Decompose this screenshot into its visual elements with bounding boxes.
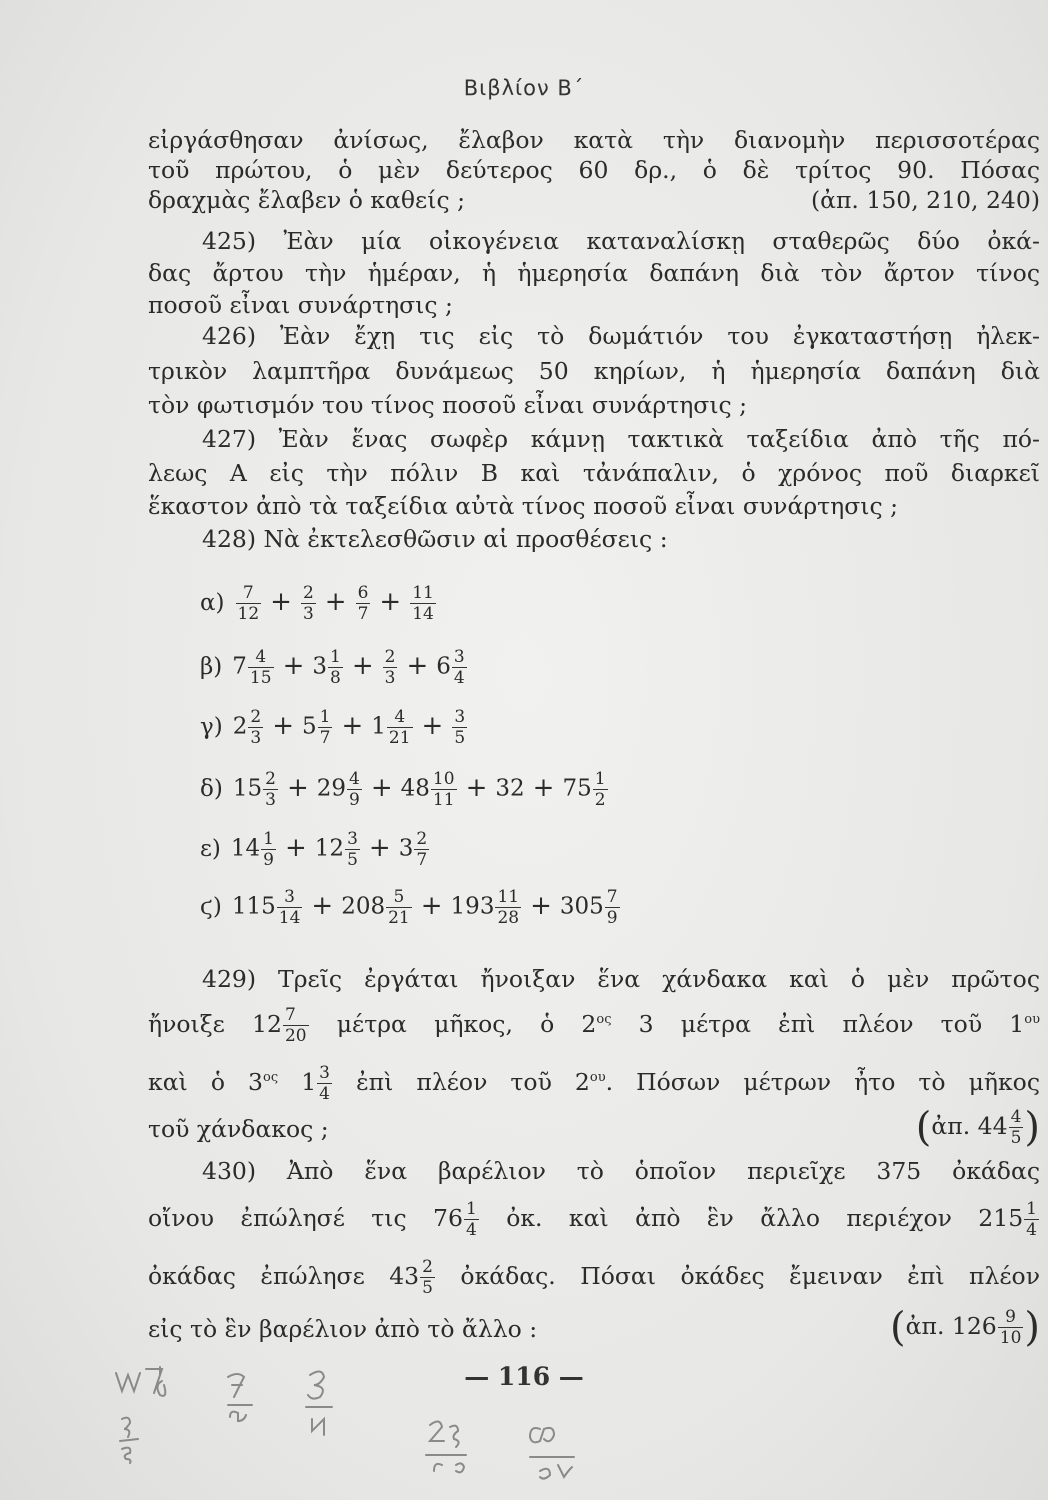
denominator: 3 xyxy=(384,668,396,688)
plus-sign: + xyxy=(272,710,294,741)
fraction xyxy=(452,708,467,747)
text-line xyxy=(148,185,1040,215)
fraction xyxy=(347,770,362,809)
numerator: 4 xyxy=(387,708,413,728)
whole-number: 208 xyxy=(341,893,386,920)
plus-sign: + xyxy=(379,586,402,617)
numerator: 3 xyxy=(319,1062,330,1083)
text-line-content: δραχμὰς ἔλαβεν ὁ καθείς ; xyxy=(148,186,465,214)
fraction xyxy=(383,648,398,687)
whole-number: 2 xyxy=(232,713,248,740)
denominator: 4 xyxy=(453,668,465,688)
handwritten-notes xyxy=(100,1345,620,1495)
exercise-d xyxy=(200,770,609,809)
numerator: 2 xyxy=(384,647,396,667)
fraction xyxy=(1009,1108,1024,1147)
numerator: 6 xyxy=(357,583,369,603)
problem-430: 430) Ἀπὸ ἕνα βαρέλιον τὸ ὁποῖον περιεῖχε 375 ὀκάδας xyxy=(202,1157,1040,1185)
numerator: 3 xyxy=(454,707,466,727)
exercise-e xyxy=(200,830,430,869)
problem-425: 425) Ἐὰν μία οἰκογένεια καταναλίσκῃ σταθερῶς δύο ὀκά- xyxy=(202,227,1040,255)
fraction xyxy=(236,584,262,623)
text-line: τὸν φωτισμόν του τίνος ποσοῦ εἶναι συνάρτησις ; xyxy=(148,391,748,419)
problem-427: 427) Ἐὰν ἕνας σωφὲρ κάμνῃ τακτικὰ ταξείδια ἀπὸ τῆς πό- xyxy=(202,425,1040,453)
denominator: 12 xyxy=(237,604,260,624)
fraction xyxy=(248,648,274,687)
text-line xyxy=(148,1304,1040,1351)
numerator: 4 xyxy=(248,648,274,668)
fraction xyxy=(261,830,276,869)
whole-number: 75 xyxy=(562,775,592,802)
fraction xyxy=(414,830,429,869)
text-line: εἰργάσθησαν ἀνίσως, ἔλαβον κατὰ τὴν διανομὴν περισσοτέρας xyxy=(148,126,1040,154)
numerator: 7 xyxy=(236,584,262,604)
text-span: 3 μέτρα ἐπὶ πλέον τοῦ 1 xyxy=(638,1009,1025,1038)
text-line: ἕκαστον ἀπὸ τὰ ταξείδια αὐτὰ τίνος ποσοῦ εἶναι συνάρτησις ; xyxy=(148,492,899,520)
text-line-content: τοῦ χάνδακος ; xyxy=(148,1115,329,1143)
superscript: ος xyxy=(596,1012,612,1027)
whole-number: 29 xyxy=(316,775,347,802)
exercise-label: ε) xyxy=(200,835,221,862)
numerator: 1 xyxy=(1026,1199,1037,1219)
whole-number: 12 xyxy=(314,835,345,862)
text-span: ἐπὶ πλέον τοῦ 2 xyxy=(356,1067,590,1096)
whole-number: 3 xyxy=(312,653,327,680)
plus-sign: + xyxy=(311,890,334,921)
exercise-f xyxy=(200,888,621,927)
answer-424: (ἀπ. 150, 210, 240) xyxy=(810,186,1040,214)
plus-sign: + xyxy=(351,650,374,681)
fraction xyxy=(263,770,278,809)
plus-sign: + xyxy=(285,832,307,863)
whole-number: 1 xyxy=(371,713,386,740)
numerator: 2 xyxy=(265,769,276,789)
fraction xyxy=(464,1200,479,1239)
numerator: 7 xyxy=(283,1006,309,1026)
fraction xyxy=(593,770,608,809)
text-span: ἤνοιξε xyxy=(148,1009,225,1038)
whole-number: 305 xyxy=(559,893,604,920)
exercise-b xyxy=(200,648,468,687)
plus-sign: + xyxy=(421,710,444,741)
superscript: ος xyxy=(263,1070,279,1085)
text-line: τοῦ πρώτου, ὁ μὲν δεύτερος 60 δρ., ὁ δὲ τρίτος 90. Πόσας xyxy=(148,156,1040,184)
problem-426: 426) Ἐὰν ἔχῃ τις εἰς τὸ δωμάτιόν του ἐγκαταστήσῃ ἠλεκ- xyxy=(202,322,1040,350)
exercise-label: ϛ) xyxy=(200,893,222,920)
numerator: 1 xyxy=(330,647,341,667)
text-line xyxy=(148,1258,1040,1297)
text-line: ποσοῦ εἶναι συνάρτησις ; xyxy=(148,291,453,319)
numerator: 10 xyxy=(432,769,455,789)
numerator: 5 xyxy=(386,888,412,908)
numerator: 11 xyxy=(412,583,434,603)
fraction xyxy=(356,584,371,623)
denominator: 11 xyxy=(432,790,455,810)
numerator: 2 xyxy=(422,1257,433,1277)
fraction xyxy=(495,888,521,927)
fraction xyxy=(248,708,263,747)
text-span: οἴνου ἐπώλησέ τις 76 xyxy=(148,1204,463,1232)
text-line: λεως Α εἰς τὴν πόλιν Β καὶ τἀνάπαλιν, ὁ χρόνος ποῦ διαρκεῖ xyxy=(148,459,1040,487)
exercise-label: α) xyxy=(200,589,225,616)
plus-sign: + xyxy=(282,650,305,681)
fraction xyxy=(605,888,620,927)
denominator: 9 xyxy=(606,908,618,928)
whole-number: 3 xyxy=(398,835,414,862)
denominator: 5 xyxy=(422,1278,433,1298)
plus-sign: + xyxy=(465,772,488,803)
fraction xyxy=(386,888,412,927)
denominator: 3 xyxy=(250,728,262,748)
denominator: 10 xyxy=(999,1328,1022,1348)
text-span: καὶ ὁ 3 xyxy=(148,1067,264,1096)
plus-sign: + xyxy=(324,586,347,617)
denominator: 14 xyxy=(278,908,301,928)
numerator: 1 xyxy=(594,769,606,789)
numerator: 3 xyxy=(347,829,358,849)
fraction xyxy=(277,888,303,927)
numerator: 3 xyxy=(453,647,465,667)
text-span: ὀκάδας ἐπώλησε 43 xyxy=(148,1262,420,1290)
numerator: 9 xyxy=(998,1308,1024,1328)
plus-sign: + xyxy=(532,772,555,803)
denominator: 5 xyxy=(454,728,466,748)
plus-sign: + xyxy=(406,650,429,681)
exercise-c xyxy=(200,708,468,747)
fraction xyxy=(328,648,343,687)
numerator: 7 xyxy=(606,887,618,907)
denominator: 8 xyxy=(330,668,341,688)
denominator: 14 xyxy=(412,604,434,624)
whole-number: 7 xyxy=(232,653,247,680)
fraction xyxy=(318,708,333,747)
fraction xyxy=(387,708,413,747)
whole-number: 32 xyxy=(495,775,525,802)
text-line xyxy=(148,1063,1040,1103)
answer-value: ἀπ. 44 xyxy=(931,1112,1008,1140)
whole-number: 193 xyxy=(450,893,495,920)
denominator: 7 xyxy=(319,728,331,748)
superscript: ου xyxy=(589,1070,606,1085)
answer-430: (ἀπ. 126 $\frac{9}{10}$ ) xyxy=(890,1304,1040,1351)
plus-sign: + xyxy=(420,890,443,921)
denominator: 5 xyxy=(1010,1128,1022,1148)
answer-value: ἀπ. 126 xyxy=(905,1312,997,1340)
text-line-content: εἰς τὸ ἓν βαρέλιον ἀπὸ τὸ ἄλλο : xyxy=(148,1315,538,1343)
text-span: ὀκ. καὶ ἀπὸ ἓν ἄλλο περιέχον 215 xyxy=(506,1204,1024,1232)
numerator: 11 xyxy=(497,887,520,907)
denominator: 21 xyxy=(388,728,411,748)
denominator: 7 xyxy=(416,850,428,870)
plus-sign: + xyxy=(286,772,309,803)
whole-number: 48 xyxy=(400,775,430,802)
denominator: 3 xyxy=(265,790,276,810)
fraction xyxy=(283,1006,309,1045)
fraction xyxy=(410,584,436,623)
numerator: 4 xyxy=(349,769,360,789)
numerator: 2 xyxy=(302,583,314,603)
exercise-label: δ) xyxy=(200,775,223,802)
fraction xyxy=(420,1258,435,1297)
problem-428: 428) Νὰ ἐκτελεσθῶσιν αἱ προσθέσεις : xyxy=(202,525,668,553)
plus-sign: + xyxy=(270,586,292,617)
whole-number: 115 xyxy=(231,893,276,920)
text-line xyxy=(148,1005,1040,1045)
numerator: 2 xyxy=(416,829,428,849)
whole-number: 5 xyxy=(302,713,317,740)
denominator: 4 xyxy=(465,1220,477,1240)
problem-429: 429) Τρεῖς ἐργάται ἤνοιξαν ἕνα χάνδακα καὶ ὁ μὲν πρῶτος xyxy=(202,965,1040,993)
whole-number: 12 xyxy=(252,1009,282,1038)
whole-number: 1 xyxy=(301,1067,317,1096)
denominator: 5 xyxy=(347,850,358,870)
fraction xyxy=(452,648,467,687)
text-span: μέτρα μῆκος, ὁ 2 xyxy=(336,1009,597,1038)
denominator: 3 xyxy=(302,604,314,624)
denominator: 2 xyxy=(594,790,606,810)
superscript: ου xyxy=(1024,1012,1040,1027)
numerator: 2 xyxy=(250,707,262,727)
numerator: 4 xyxy=(1010,1107,1022,1127)
fraction xyxy=(317,1064,332,1103)
denominator: 28 xyxy=(497,908,520,928)
denominator: 9 xyxy=(263,850,274,870)
whole-number: 6 xyxy=(436,653,451,680)
text-line: τρικὸν λαμπτῆρα δυνάμεως 50 κηρίων, ἡ ἡμερησία δαπάνη διὰ xyxy=(148,357,1040,385)
denominator: 4 xyxy=(319,1083,330,1104)
numerator: 1 xyxy=(465,1199,477,1219)
numerator: 1 xyxy=(263,829,274,849)
fraction xyxy=(998,1308,1024,1347)
whole-number: 15 xyxy=(232,775,263,802)
text-span: ὀκάδας. Πόσαι ὀκάδες ἔμειναν ἐπὶ πλέον xyxy=(460,1262,1040,1290)
fraction xyxy=(1024,1200,1039,1239)
text-line xyxy=(148,1104,1040,1151)
fraction xyxy=(345,830,360,869)
answer-429: (ἀπ. 44 $\frac{4}{5}$ ) xyxy=(915,1104,1040,1151)
fraction xyxy=(301,584,316,623)
exercise-label: γ) xyxy=(200,713,223,740)
denominator: 7 xyxy=(357,604,369,624)
plus-sign: + xyxy=(341,710,364,741)
denominator: 15 xyxy=(249,668,272,688)
plus-sign: + xyxy=(370,772,393,803)
denominator: 9 xyxy=(349,790,360,810)
text-line: δας ἄρτου τὴν ἡμέραν, ἡ ἡμερησία δαπάνη διὰ τὸν ἄρτον τίνος xyxy=(148,259,1040,287)
text-line xyxy=(148,1200,1040,1239)
page-number: — 116 — xyxy=(464,1362,584,1391)
plus-sign: + xyxy=(368,832,391,863)
plus-sign: + xyxy=(530,890,552,921)
text-span: . Πόσων μέτρων ἦτο τὸ μῆκος xyxy=(605,1067,1040,1096)
denominator: 4 xyxy=(1026,1220,1037,1240)
fraction xyxy=(431,770,457,809)
denominator: 20 xyxy=(284,1025,307,1046)
running-header: Βιβλίον Β΄ xyxy=(463,76,585,100)
numerator: 1 xyxy=(319,707,331,727)
whole-number: 14 xyxy=(230,835,261,862)
denominator: 21 xyxy=(388,908,410,928)
numerator: 3 xyxy=(277,888,303,908)
exercise-a xyxy=(200,584,437,623)
exercise-label: β) xyxy=(200,653,223,680)
